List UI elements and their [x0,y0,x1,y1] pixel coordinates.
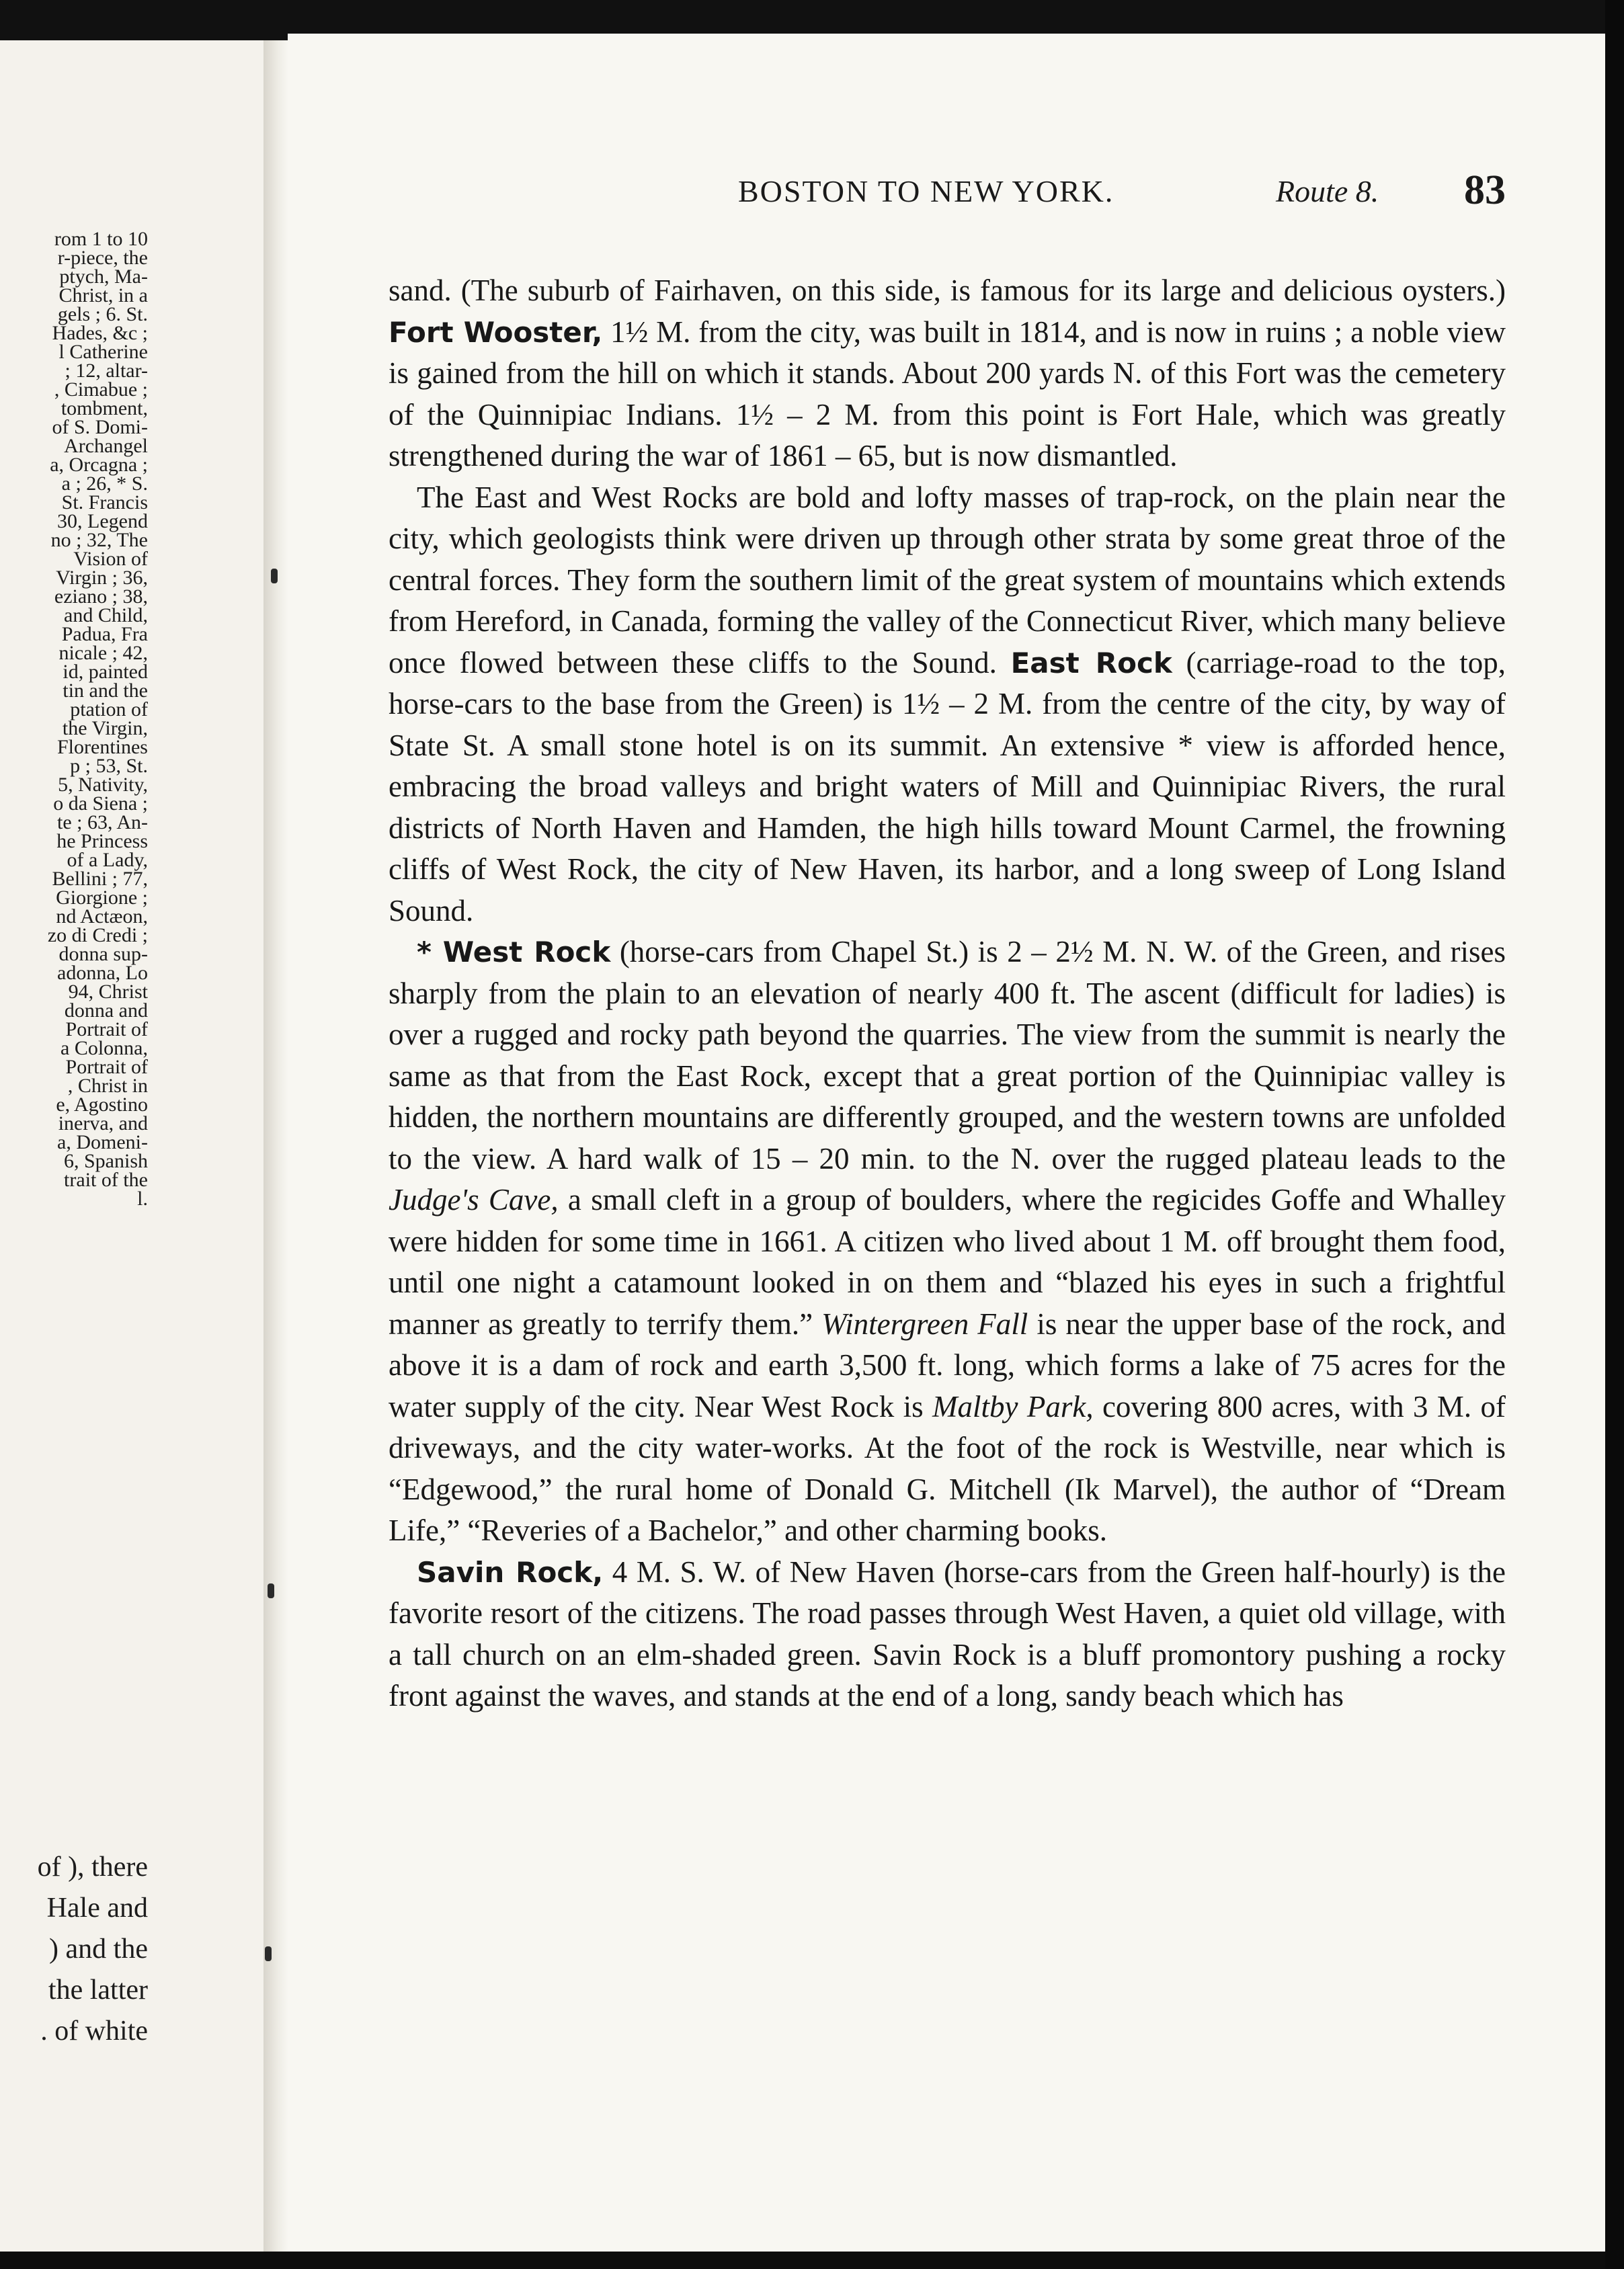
facing-page-line: nd Actæon, [56,905,148,927]
facing-page-line: adonna, Lo [57,962,148,984]
facing-page-line: te ; 63, An- [57,811,148,833]
route-reference: Route 8. [1276,174,1379,208]
facing-page-line: ) and the [49,1934,148,1965]
facing-page-line: ; 12, altar- [65,360,148,382]
scan-speck [265,1946,272,1961]
facing-page-line: inerva, and [58,1112,148,1134]
place-heading-east-rock: East Rock [1010,646,1172,679]
facing-page-line: Archangel [64,435,148,457]
facing-page-line: , Christ in [67,1075,148,1097]
page-number: 83 [1464,167,1506,213]
facing-page-line: rom 1 to 10 [54,228,148,250]
scan-border-right [1605,0,1624,2269]
facing-page-line: r-piece, the [57,247,148,269]
facing-page-line: 5, Nativity, [58,774,148,796]
facing-page-line: of S. Domi- [52,416,148,438]
facing-page-line: St. Francis [61,491,148,513]
facing-page-line: he Princess [56,830,148,852]
facing-page-line: gels ; 6. St. [57,303,148,325]
facing-page-line: Virgin ; 36, [56,567,148,589]
place-maltby-park: Maltby Park, [932,1389,1094,1424]
place-heading-fort-wooster: Fort Wooster, [389,315,603,349]
facing-page-line: eziano ; 38, [54,585,148,608]
facing-page-line: zo di Credi ; [47,924,148,946]
paragraph-east-rock: The East and West Rocks are bold and lofty masses of trap-rock, on the plain near the city, which geologists think were driven up through other strata by some great throe of the central forces. They form the southern limit of the great system of mountains which extends from Hereford, in Canada, forming the valley of the Connecticut River, which many believe once flowed between these cliffs to the Sound. East Rock (carriage-road to the top, horse-cars to the base from the Green) is 1½ – 2 M. from the centre of the city, by way of State St. A small stone hotel is on its summit. An extensive * view is afforded hence, embracing the broad valleys and bright waters of Mill and Quinnipiac Rivers, the rural districts of North Haven and Hamden, the high hills toward Mount Carmel, the frowning cliffs of West Rock, the city of New Haven, its harbor, and a long sweep of Long Island Sound. [389,480,1506,927]
place-judges-cave: Judge's Cave, [389,1183,559,1216]
facing-page-line: Florentines [57,736,148,758]
facing-page-line: l. [137,1188,148,1210]
facing-page-line: Giorgione ; [56,886,148,909]
place-heading-west-rock: * West Rock [417,936,611,968]
facing-page-line: a ; 26, * S. [61,472,148,495]
scan-speck [271,569,278,583]
facing-page-line: a, Orcagna ; [50,454,148,476]
facing-page-line: the latter [48,1975,148,2006]
facing-page-line: Portrait of [65,1056,148,1078]
facing-page-line: ptation of [70,698,148,720]
facing-page-line: and Child, [64,604,148,626]
facing-page-line: nicale ; 42, [58,642,148,664]
facing-page-line: Hale and [46,1893,148,1924]
facing-page-line: 30, Legend [57,510,148,532]
facing-page-line: no ; 32, The [50,529,148,551]
facing-page-line: p ; 53, St. [70,755,148,777]
facing-page-line: 6, Spanish [63,1150,148,1172]
facing-page-line: , Cimabue ; [54,378,148,401]
facing-page-text-large [0,1847,148,2052]
facing-page-line: Christ, in a [58,284,148,306]
facing-page-line: trait of the [64,1169,148,1191]
book-page [288,34,1605,2252]
facing-page-line: a, Domeni- [57,1131,148,1153]
running-head: BOSTON TO NEW YORK. [738,174,1114,208]
facing-page-line: Portrait of [65,1018,148,1040]
facing-page-line: 94, Christ [68,981,148,1003]
facing-page-line: tombment, [60,397,148,419]
facing-page-line: of ), there [37,1852,148,1883]
facing-page-line: a Colonna, [60,1037,148,1059]
facing-page-fragment [0,40,263,2252]
page-body [389,270,1506,1717]
facing-page-line: donna and [64,999,148,1022]
paragraph-west-rock: * West Rock (horse-cars from Chapel St.) is 2 – 2½ M. N. W. of the Green, and rises sharply from the plain to an elevation of nearly 400 ft. The ascent (difficult for ladies) is over a rugged and rocky path beyond the quarries. The view from the summit is nearly the same as that from the East Rock, except that a great portion of the Quinnipiac valley is hidden, the northern mountains are differently grouped, and the western towns are unfolded to the view. A hard walk of 15 – 20 min. to the N. over the rugged plateau leads to the Judge's Cave, a small cleft in a group of boulders, where the regicides Goffe and Whalley were hidden for some time in 1661. A citizen who lived about 1 M. off brought them food, until one night a catamount looked in on them and “blazed his eyes in such a frightful manner as greatly to terrify them.” Wintergreen Fall is near the upper base of the rock, and above it is a dam of rock and earth 3,500 ft. long, which forms a lake of 75 acres for the water supply of the city. Near West Rock is Maltby Park, covering 800 acres, with 3 M. of driveways, and the city water-works. At the foot of the rock is Westville, near which is “Edgewood,” the rural home of Donald G. Mitchell (Ik Marvel), the author of “Dream Life,” “Reveries of a Bachelor,” and other charming books. [389,935,1506,1547]
facing-page-line: e, Agostino [56,1094,148,1116]
scan-speck [268,1583,274,1598]
facing-page-line: Padua, Fra [61,623,148,645]
book-gutter [263,40,288,2252]
facing-page-text-small [0,230,148,1208]
facing-page-line: the Virgin, [62,717,148,739]
facing-page-line: id, painted [63,661,148,683]
facing-page-line: Hades, &c ; [52,322,148,344]
facing-page-line: of a Lady, [67,849,148,871]
paragraph-fort-wooster: sand. (The suburb of Fairhaven, on this side, is famous for its large and delicious oysters.) Fort Wooster, 1½ M. from the city, was built in 1814, and is now in ruins ; a noble view is gained from the hill on which it stands. About 200 yards N. of this Fort was the cemetery of the Quinnipiac Indians. 1½ – 2 M. from this point is Fort Hale, which was greatly strengthened during the war of 1861 – 65, but is now dismantled. [389,274,1506,472]
facing-page-line: o da Siena ; [53,792,148,815]
place-wintergreen-fall: Wintergreen Fall [821,1307,1028,1341]
facing-page-line: tin and the [63,679,148,702]
facing-page-line: donna sup- [58,943,148,965]
paragraph-savin-rock: Savin Rock, 4 M. S. W. of New Haven (horse-cars from the Green half-hourly) is the favorite resort of the citizens. The road passes through West Haven, a quiet old village, with a tall church on an elm-shaded green. Savin Rock is a bluff promontory pushing a rocky front against the waves, and stands at the end of a long, sandy beach which has [389,1555,1506,1713]
facing-page-line: . of white [40,2016,148,2047]
facing-page-line: l Catherine [58,341,148,363]
facing-page-line: ptych, Ma- [59,265,148,288]
page-header [288,161,1506,215]
place-heading-savin-rock: Savin Rock, [417,1555,604,1589]
facing-page-line: Bellini ; 77, [52,868,148,890]
facing-page-line: Vision of [73,548,148,570]
